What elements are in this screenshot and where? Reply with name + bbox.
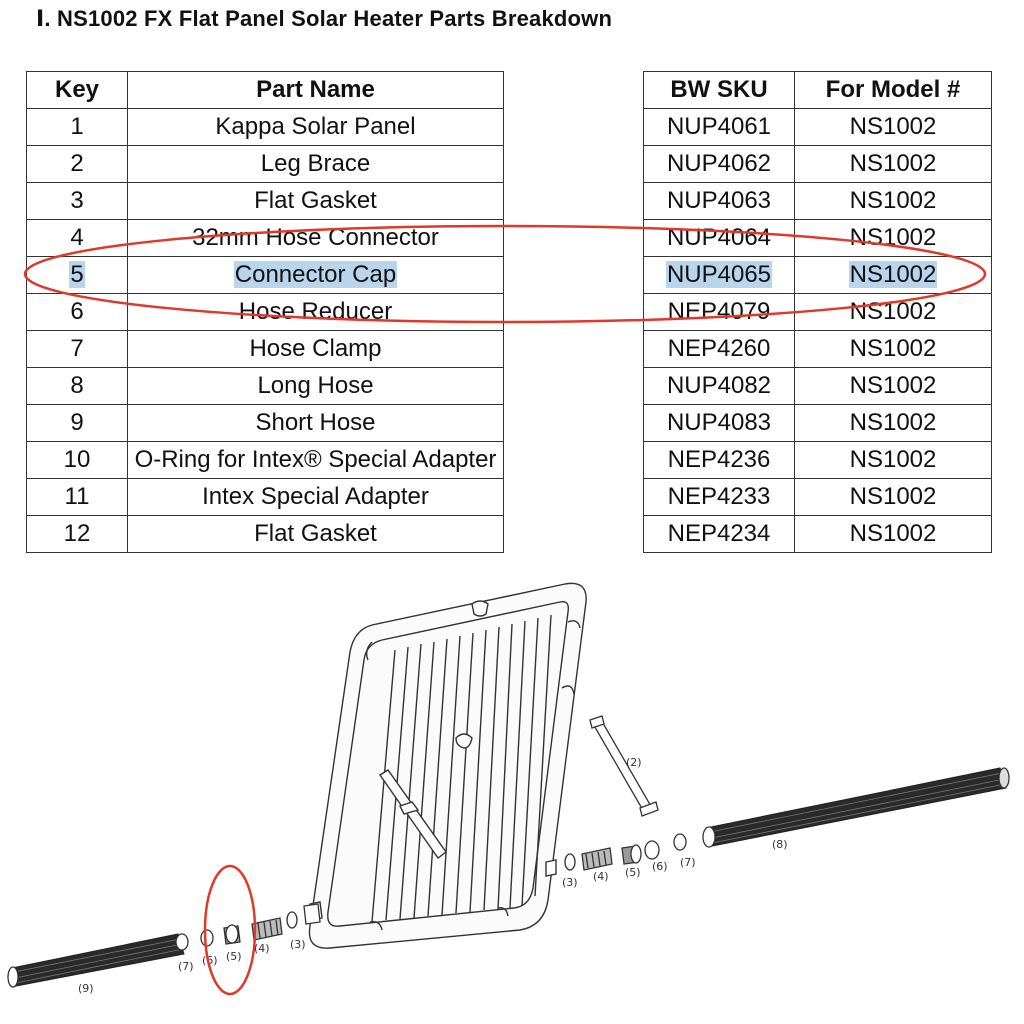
part-name-cell-text: Short Hose bbox=[255, 409, 376, 436]
bw-sku-cell bbox=[644, 442, 795, 479]
part-name-cell-text: Leg Brace bbox=[260, 150, 371, 177]
row-5-annotation-oval bbox=[22, 222, 988, 326]
part-name-cell bbox=[128, 405, 504, 442]
model-cell bbox=[795, 442, 992, 479]
model-cell-text: NS1002 bbox=[849, 113, 937, 140]
leg-brace-drawing bbox=[590, 716, 658, 816]
table-row bbox=[644, 516, 992, 553]
table-row bbox=[644, 479, 992, 516]
part-name-column-header: Part Name bbox=[128, 72, 504, 109]
table-row bbox=[27, 405, 504, 442]
key-cell-text: 11 bbox=[64, 483, 90, 510]
bw-sku-cell bbox=[644, 516, 795, 553]
callout-3-right: (3) bbox=[562, 876, 578, 889]
model-cell-text: NS1002 bbox=[849, 261, 937, 288]
callout-6-right: (6) bbox=[652, 860, 668, 873]
part-name-cell-text: Kappa Solar Panel bbox=[215, 113, 416, 140]
bw-sku-cell-text: NUP4082 bbox=[666, 372, 772, 399]
bw-sku-cell-text: NEP4260 bbox=[667, 335, 771, 362]
callout-6-left: (6) bbox=[202, 954, 218, 967]
key-cell bbox=[27, 146, 128, 183]
key-cell-text: 9 bbox=[70, 409, 84, 436]
part-name-cell-text: Hose Reducer bbox=[238, 298, 393, 325]
table-row bbox=[27, 109, 504, 146]
table-row bbox=[644, 368, 992, 405]
part-name-cell bbox=[128, 146, 504, 183]
callout-9: (9) bbox=[78, 982, 94, 995]
model-cell bbox=[795, 516, 992, 553]
table-row bbox=[644, 146, 992, 183]
key-cell bbox=[27, 331, 128, 368]
bw-sku-cell bbox=[644, 183, 795, 220]
table-row bbox=[644, 109, 992, 146]
bw-sku-cell-text: NUP4062 bbox=[666, 150, 772, 177]
model-cell bbox=[795, 146, 992, 183]
key-cell bbox=[27, 368, 128, 405]
bw-sku-cell-text: NUP4063 bbox=[666, 187, 772, 214]
document-title: Ⅰ. NS1002 FX Flat Panel Solar Heater Parts Breakdown bbox=[36, 6, 613, 31]
model-cell-text: NS1002 bbox=[849, 150, 937, 177]
callout-8: (8) bbox=[772, 838, 788, 851]
bw-sku-cell-text: NEP4234 bbox=[667, 520, 771, 547]
right-fittings-drawing bbox=[565, 834, 686, 870]
bw-sku-cell bbox=[644, 368, 795, 405]
part-name-cell bbox=[128, 331, 504, 368]
bw-sku-cell bbox=[644, 109, 795, 146]
key-cell-text: 12 bbox=[63, 520, 91, 547]
key-cell bbox=[27, 516, 128, 553]
model-cell bbox=[795, 368, 992, 405]
long-hose-drawing bbox=[703, 768, 1009, 847]
callout-7-left: (7) bbox=[178, 960, 194, 973]
model-cell-text: NS1002 bbox=[849, 187, 937, 214]
model-cell-text: NS1002 bbox=[849, 446, 937, 473]
model-cell bbox=[795, 183, 992, 220]
bw-sku-cell bbox=[644, 146, 795, 183]
callout-7-right: (7) bbox=[680, 856, 696, 869]
key-cell-text: 7 bbox=[70, 335, 84, 362]
key-column-header: Key bbox=[27, 72, 128, 109]
key-cell bbox=[27, 479, 128, 516]
bw-sku-cell bbox=[644, 479, 795, 516]
table-row bbox=[27, 442, 504, 479]
part-name-cell-text: Connector Cap bbox=[234, 261, 397, 288]
key-cell-text: 10 bbox=[63, 446, 91, 473]
bw-sku-cell bbox=[644, 331, 795, 368]
part-name-cell-text: Long Hose bbox=[257, 372, 374, 399]
table-row bbox=[644, 331, 992, 368]
solar-panel-drawing bbox=[309, 583, 586, 948]
key-cell bbox=[27, 183, 128, 220]
table-row bbox=[644, 183, 992, 220]
callout-2: (2) bbox=[626, 756, 642, 769]
table-row bbox=[27, 331, 504, 368]
bw-sku-cell-text: NEP4233 bbox=[667, 483, 771, 510]
model-cell-text: NS1002 bbox=[849, 520, 937, 547]
bw-sku-column-header: BW SKU bbox=[644, 72, 795, 109]
table-header-row bbox=[644, 72, 992, 109]
callout-3-left: (3) bbox=[290, 938, 306, 951]
callout-4-right: (4) bbox=[593, 870, 609, 883]
table-row bbox=[27, 516, 504, 553]
bw-sku-cell-text: NUP4083 bbox=[666, 409, 772, 436]
part-name-cell bbox=[128, 109, 504, 146]
table-row bbox=[644, 442, 992, 479]
callout-5-left: (5) bbox=[226, 950, 242, 963]
table-row bbox=[27, 479, 504, 516]
key-cell-text: 5 bbox=[70, 261, 84, 288]
key-cell-text: 6 bbox=[70, 298, 84, 325]
table-row bbox=[27, 368, 504, 405]
model-column-header: For Model # bbox=[795, 72, 992, 109]
callout-5-right: (5) bbox=[625, 866, 641, 879]
table-row bbox=[27, 146, 504, 183]
part-name-cell-text: 32mm Hose Connector bbox=[192, 224, 439, 251]
key-cell-text: 1 bbox=[70, 113, 84, 140]
table-header-row bbox=[27, 72, 504, 109]
bw-sku-cell-text: NEP4236 bbox=[667, 446, 771, 473]
bw-sku-cell-text: NEP4079 bbox=[667, 298, 771, 325]
part-name-cell bbox=[128, 183, 504, 220]
key-cell-text: 4 bbox=[70, 224, 84, 251]
key-cell-text: 2 bbox=[70, 150, 84, 177]
part-name-cell-text: O-Ring for Intex® Special Adapter bbox=[134, 446, 497, 473]
key-cell-text: 3 bbox=[70, 187, 84, 214]
part-name-cell-text: Intex Special Adapter bbox=[202, 483, 429, 510]
key-cell bbox=[27, 405, 128, 442]
model-cell-text: NS1002 bbox=[849, 483, 937, 510]
callout-4-left: (4) bbox=[254, 942, 270, 955]
exploded-parts-diagram bbox=[0, 570, 1024, 1024]
model-cell-text: NS1002 bbox=[849, 298, 937, 325]
bw-sku-cell bbox=[644, 405, 795, 442]
part-name-cell bbox=[128, 442, 504, 479]
key-cell bbox=[27, 109, 128, 146]
model-cell bbox=[795, 109, 992, 146]
part-name-cell bbox=[128, 516, 504, 553]
part-name-cell-text: Flat Gasket bbox=[254, 187, 377, 214]
table-row bbox=[644, 405, 992, 442]
model-cell bbox=[795, 405, 992, 442]
part-name-cell-text: Flat Gasket bbox=[254, 520, 377, 547]
table-row bbox=[27, 183, 504, 220]
model-cell bbox=[795, 331, 992, 368]
part-name-cell bbox=[128, 479, 504, 516]
model-cell-text: NS1002 bbox=[849, 335, 937, 362]
part-name-cell-text: Hose Clamp bbox=[249, 335, 382, 362]
key-cell-text: 8 bbox=[70, 372, 84, 399]
model-cell-text: NS1002 bbox=[849, 224, 937, 251]
model-cell-text: NS1002 bbox=[849, 409, 937, 436]
key-cell bbox=[27, 442, 128, 479]
bw-sku-cell-text: NUP4064 bbox=[666, 224, 772, 251]
bw-sku-cell-text: NUP4065 bbox=[666, 261, 772, 288]
model-cell-text: NS1002 bbox=[849, 372, 937, 399]
bw-sku-cell-text: NUP4061 bbox=[666, 113, 772, 140]
short-hose-drawing bbox=[8, 934, 184, 987]
part-name-cell bbox=[128, 368, 504, 405]
model-cell bbox=[795, 479, 992, 516]
